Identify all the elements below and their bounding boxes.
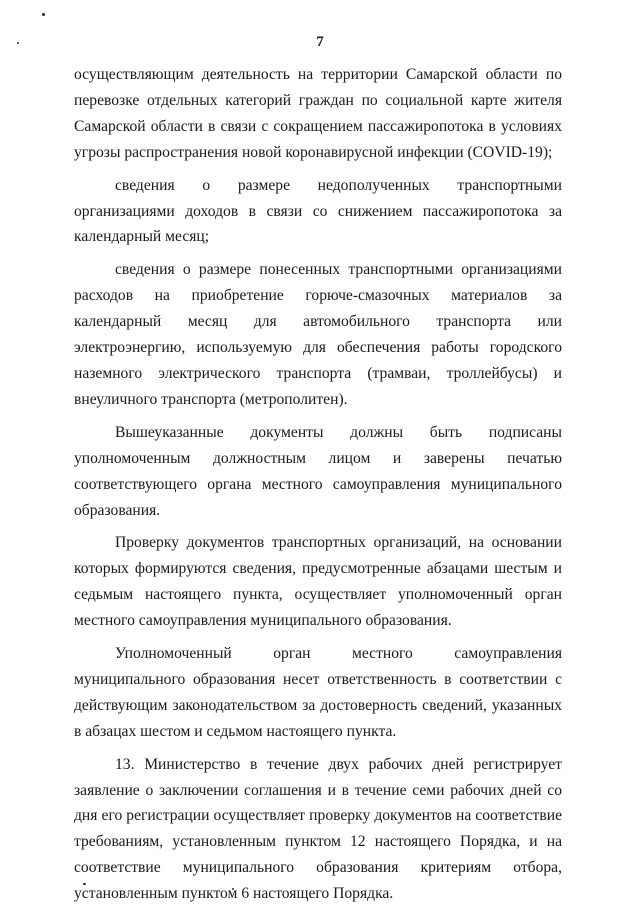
- paragraph-lost-revenue: сведения о размере недополученных транспортными организациями доходов в связи со снижением пассажиропотока за календарный месяц;: [74, 176, 562, 246]
- paragraph-continuation: осуществляющим деятельность на территории Самарской области по перевозке отдельных категорий граждан по социальной карте жителя Самарской области в связи с сокращением пассажиропотока в условиях угрозы распространения новой коронавирусной инфекции (COVID-19);: [74, 66, 562, 161]
- scan-speck: [42, 13, 45, 16]
- paragraph-signature-requirement: Вышеуказанные документы должны быть подписаны уполномоченным должностным лицом и заверены печатью соответствующего органа местного самоуправления муниципального образования.: [74, 423, 562, 519]
- paragraph-document-verification: Проверку документов транспортных организаций, на основании которых формируются сведения, предусмотренные абзацами шестым и седьмым настоящего пункта, осуществляет уполномоченный орган местного самоуправления муниципального образования.: [74, 534, 562, 630]
- paragraph-responsibility: Уполномоченный орган местного самоуправления муниципального образования несет ответственность в соответствии с действующим законодательством за достоверность сведений, указанных в абзацах шестом и седьмом настоящего пункта.: [74, 645, 562, 740]
- paragraph-fuel-expenses: сведения о размере понесенных транспортными организациями расходов на приобретение горюче-смазочных материалов за календарный месяц для автомобильного транспорта или электроэнергию, используемую для обеспечения работы городского наземного электрического транспорта (трамваи, троллейбусы) и внеуличного транспорта (метрополитен).: [74, 261, 562, 408]
- paragraph-item-13: 13. Министерство в течение двух рабочих дней регистрирует заявление о заключении соглашения и в течение семи рабочих дней со дня его регистрации осуществляет проверку документов на соответствие требованиям, установленным пунктом 12 настоящего Порядка, и на соответствие муниципального образования критериям отбора, установленным пунктом 6 настоящего Порядка.: [74, 755, 562, 903]
- document-body: [74, 62, 562, 914]
- page-number: 7: [316, 34, 324, 50]
